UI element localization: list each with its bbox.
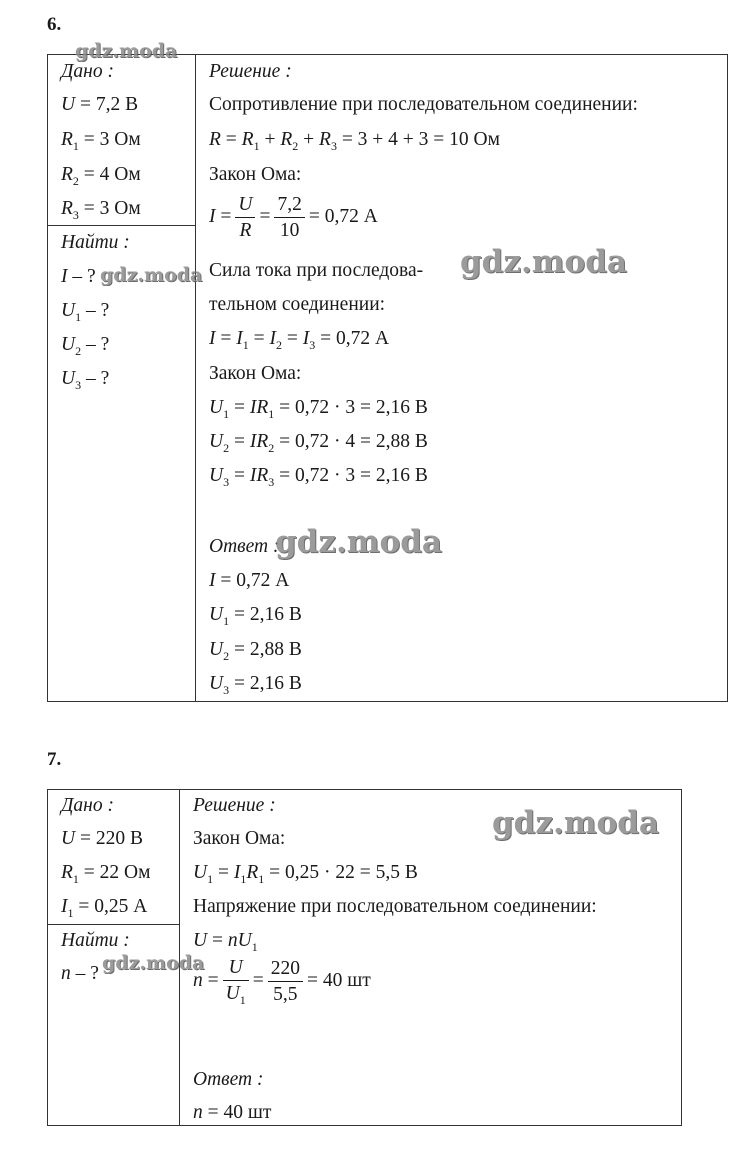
eq-u2: $U_2 = IR_2 = 0,72 \cdot 4 = 2,88$ В bbox=[209, 431, 428, 455]
eq-current-series: $I = I_1 = I_2 = I_3 = 0,72$ А bbox=[209, 328, 390, 352]
given-header: Дано : bbox=[61, 61, 114, 82]
find-u1: $U_1$ – ? bbox=[61, 300, 110, 324]
find-header: Найти : bbox=[61, 232, 130, 253]
answer-u2: $U_2 = 2,88$ В bbox=[209, 639, 302, 663]
given-header: Дано : bbox=[61, 795, 114, 816]
ohm-law-label: Закон Ома: bbox=[193, 828, 286, 849]
answer-n: n = 40 шт bbox=[193, 1102, 272, 1123]
eq-u3: $U_3 = IR_3 = 0,72 \cdot 3 = 2,16$ В bbox=[209, 465, 428, 489]
find-u2: $U_2$ – ? bbox=[61, 334, 110, 358]
given-r1: $R_1 = 22$ Ом bbox=[61, 862, 151, 886]
answer-u3: $U_3 = 2,16$ В bbox=[209, 673, 302, 697]
watermark: gdz.moda bbox=[75, 40, 178, 62]
table-divider bbox=[195, 55, 196, 701]
watermark: gdz.moda bbox=[275, 524, 442, 560]
given-r3: $R_3 = 3$ Ом bbox=[61, 198, 141, 222]
given-i1: $I_1 = 0,25$ А bbox=[61, 896, 148, 920]
given-u: U = 7,2 В bbox=[61, 94, 139, 115]
answer-i: I = 0,72 А bbox=[209, 570, 290, 591]
table-divider bbox=[48, 924, 179, 925]
watermark: gdz.moda bbox=[102, 952, 205, 974]
answer-u1: $U_1 = 2,16$ В bbox=[209, 604, 302, 628]
given-r2: $R_2 = 4$ Ом bbox=[61, 164, 141, 188]
table-divider bbox=[48, 225, 195, 226]
problem-6-number: 6. bbox=[47, 14, 62, 35]
solution-header: Решение : bbox=[209, 61, 292, 82]
eq-u1: $U_1 = IR_1 = 0,72 \cdot 3 = 2,16$ В bbox=[209, 397, 428, 421]
watermark: gdz.moda bbox=[100, 264, 203, 286]
eq-resistance: $R = R_1 + R_2 + R_3 = 3 + 4 + 3 = 10$ Ом bbox=[209, 129, 500, 153]
find-header: Найти : bbox=[61, 930, 130, 951]
ohm-law-label: Закон Ома: bbox=[209, 164, 302, 185]
problem-6-table bbox=[47, 54, 728, 702]
find-i: I – ? bbox=[61, 266, 96, 287]
ohm-law-label: Закон Ома: bbox=[209, 363, 302, 384]
eq-u: $U = nU_1$ bbox=[193, 930, 258, 954]
given-r1: $R_1 = 3$ Ом bbox=[61, 129, 141, 153]
given-u: U = 220 В bbox=[61, 828, 143, 849]
watermark: gdz.moda bbox=[492, 805, 659, 841]
answer-header: Ответ : bbox=[209, 536, 280, 557]
answer-header: Ответ : bbox=[193, 1069, 264, 1090]
text-series-voltage: Напряжение при последовательном соединении: bbox=[193, 896, 597, 917]
text-current-line1: Сила тока при последова- bbox=[209, 260, 424, 281]
watermark: gdz.moda bbox=[460, 244, 627, 280]
solution-header: Решение : bbox=[193, 795, 276, 816]
find-u3: $U_3$ – ? bbox=[61, 368, 110, 392]
text-series-resistance: Сопротивление при последовательном соединении: bbox=[209, 94, 638, 115]
eq-u1: $U_1 = I_1R_1 = 0,25 \cdot 22 = 5,5$ В bbox=[193, 862, 418, 886]
text-current-line2: тельном соединении: bbox=[209, 294, 386, 315]
problem-7-number: 7. bbox=[47, 749, 62, 770]
eq-n: n = $\frac{U}{U_1}$ = $\frac{220}{5,5}$ = 40 шт bbox=[193, 957, 371, 1007]
find-n: n – ? bbox=[61, 963, 99, 984]
eq-current: I = $\frac{U}{R}$ = $\frac{7,2}{10}$ = 0,72 А bbox=[209, 194, 378, 241]
